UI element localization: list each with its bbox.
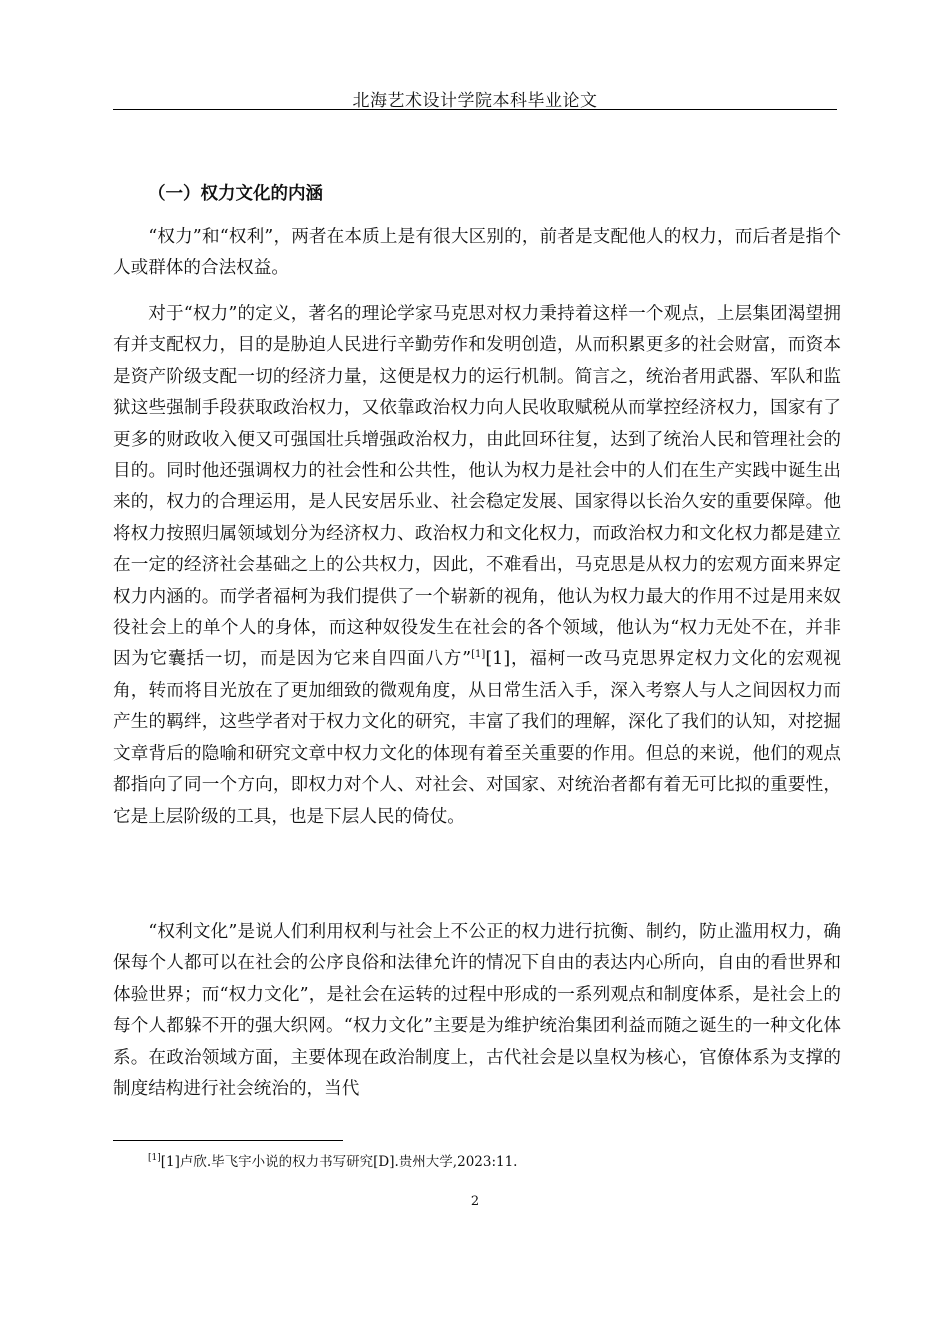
header-divider: [113, 109, 837, 110]
paragraph-2-text-b: [1]，福柯一改马克思界定权力文化的宏观视角，转而将目光放在了更加细致的微观角度，从日常生活入手，深入考察人与人之间因权力而产生的羁绊，这些学者对于权力文化的研究，丰富了我们的理解，深化了我们的认知，对挖掘文章背后的隐喻和研究文章中权力文化的体现有着至关重要的作用。但总的来说，他们的观点都指向了同一个方向，即权力对个人、对社会、对国家、对统治者都有着无可比拟的重要性，它是上层阶级的工具，也是下层人民的倚仗。: [113, 649, 841, 827]
section-heading: （一）权力文化的内涵: [148, 184, 323, 204]
page-header-title: 北海艺术设计学院本科毕业论文: [352, 91, 598, 111]
paragraph-2: [113, 299, 841, 833]
footnote-reference[interactable]: [1]: [471, 649, 486, 661]
paragraph-1: “权力”和“权利”，两者在本质上是有很大区别的，前者是支配他人的权力，而后者是指个人或群体的合法权益。: [113, 227, 841, 279]
footnote-marker: [1]: [148, 1153, 161, 1163]
footnote-divider: [113, 1140, 343, 1141]
paragraph-2-text-a: 对于“权力”的定义，著名的理论学家马克思对权力秉持着这样一个观点，上层集团渴望拥有并支配权力，目的是胁迫人民进行辛勤劳作和发明创造，从而积累更多的社会财富，而资本是资产阶级支配一切的经济力量，这便是权力的运行机制。简言之，统治者用武器、军队和监狱这些强制手段获取政治权力，又依靠政治权力向人民收取赋税从而掌控经济权力，国家有了更多的财政收入便又可强国壮兵增强政治权力，由此回环往复，达到了统治人民和管理社会的目的。同时他还强调权力的社会性和公共性，他认为权力是社会中的人们在生产实践中诞生出来的，权力的合理运用，是人民安居乐业、社会稳定发展、国家得以长治久安的重要保障。他将权力按照归属领域划分为经济权力、政治权力和文化权力，而政治权力和文化权力都是建立在一定的经济社会基础之上的公共权力，因此，不难看出，马克思是从权力的宏观方面来界定权力内涵的。而学者福柯为我们提供了一个崭新的视角，他认为权力最大的作用不过是用来奴役社会上的单个人的身体，而这种奴役发生在社会的各个领域，他认为“权力无处不在，并非因为它囊括一切，而是因为它来自四面八方”: [113, 304, 841, 670]
paragraph-3: “权利文化”是说人们利用权利与社会上不公正的权力进行抗衡、制约，防止滥用权力，确保每个人都可以在社会的公序良俗和法律允许的情况下自由的表达内心所向，自由的看世界和体验世界；而“权力文化”，是社会在运转的过程中形成的一系列观点和制度体系，是社会上的每个人都躲不开的强大织网。“权力文化”主要是为维护统治集团利益而随之诞生的一种文化体系。在政治领域方面，主要体现在政治制度上，古代社会是以皇权为核心，官僚体系为支撑的制度结构进行社会统治的，当代: [113, 922, 841, 1100]
footnote-text: [1]卢欣.毕飞宇小说的权力书写研究[D].贵州大学,2023:11.: [160, 1154, 518, 1170]
page-number: 2: [470, 1194, 480, 1209]
footnote: [148, 1150, 517, 1170]
